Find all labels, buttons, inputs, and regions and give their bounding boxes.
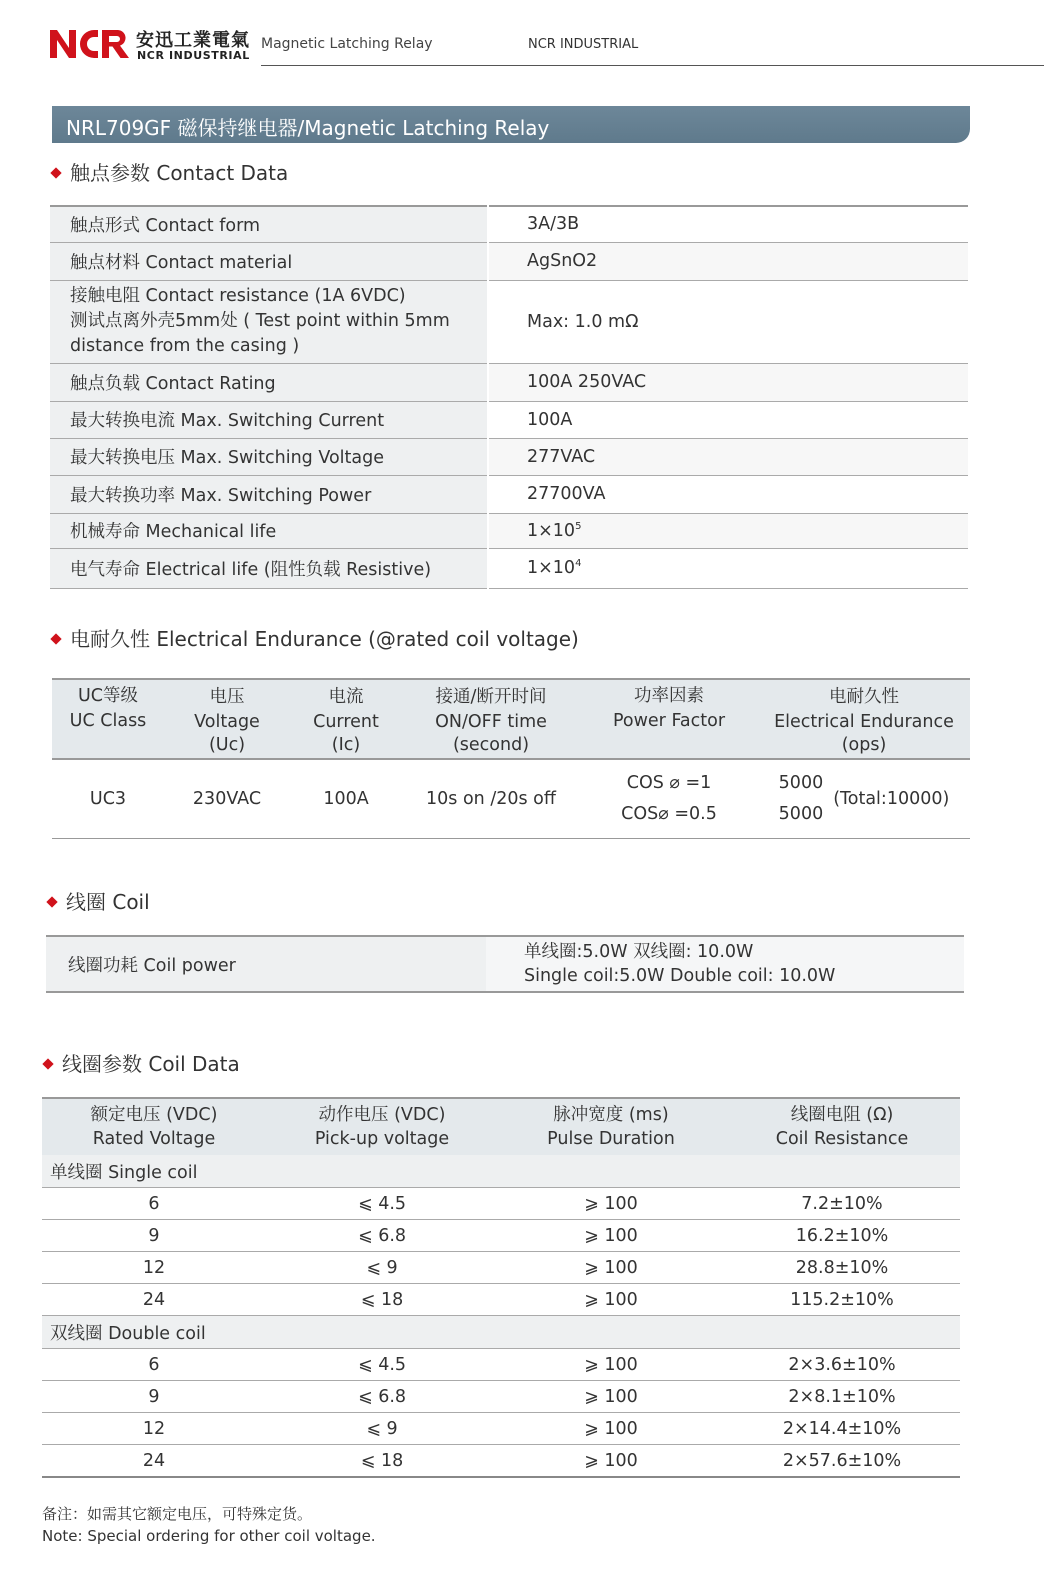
cell-pulse-duration: ⩾ 100	[498, 1413, 724, 1445]
table-row	[42, 1188, 960, 1220]
ops-values	[779, 768, 824, 830]
coil-table	[46, 935, 964, 993]
header-line-en: ON/OFF time	[435, 712, 547, 732]
power-factor-1: COS ⌀ =1	[626, 772, 712, 793]
column-header	[580, 679, 758, 759]
cell-pulse-duration: ⩾ 100	[498, 1188, 724, 1220]
diamond-bullet-icon	[50, 633, 61, 644]
row-key-line: 测试点离外壳5mm处 ( Test point within 5mm	[70, 311, 450, 331]
row-value: 3A/3B	[488, 206, 968, 242]
table-row	[50, 401, 968, 438]
table-row	[50, 475, 968, 513]
cell-pickup-voltage: ⩽ 6.8	[266, 1381, 498, 1413]
row-key: 触点材料 Contact material	[50, 242, 488, 280]
section-electrical-endurance	[50, 623, 579, 652]
cell-endurance	[758, 759, 970, 838]
cell-coil-resistance: 2×14.4±10%	[724, 1413, 960, 1445]
header-line-cn: UC等级	[77, 686, 139, 706]
table-row	[42, 1445, 960, 1478]
table-row	[42, 1349, 960, 1381]
table-header-row	[52, 679, 970, 759]
cell-rated-voltage: 24	[42, 1284, 266, 1316]
header-line-en: Electrical Endurance	[774, 712, 954, 732]
row-key: 线圈功耗 Coil power	[46, 936, 486, 992]
cell-voltage: 230VAC	[164, 759, 290, 838]
contact-data-table	[50, 205, 968, 589]
section-heading: 触点参数 Contact Data	[70, 161, 289, 185]
header-line-en: Voltage	[194, 712, 260, 732]
cell-pulse-duration: ⩾ 100	[498, 1349, 724, 1381]
row-key	[50, 280, 488, 363]
note-english: Note: Special ordering for other coil voltage.	[42, 1527, 376, 1545]
header-line-unit: (Ic)	[331, 735, 361, 755]
cell-coil-resistance: 2×57.6±10%	[724, 1445, 960, 1478]
cell-pickup-voltage: ⩽ 4.5	[266, 1349, 498, 1381]
section-heading: 线圈 Coil	[66, 890, 150, 914]
header-line-unit: (second)	[452, 735, 530, 755]
header-line-en: Power Factor	[612, 711, 726, 731]
row-key-line: 接触电阻 Contact resistance (1A 6VDC)	[70, 286, 406, 306]
row-value	[488, 513, 968, 548]
row-value: AgSnO2	[488, 242, 968, 280]
cell-coil-resistance: 28.8±10%	[724, 1252, 960, 1284]
column-header	[758, 679, 970, 759]
coil-power-cn: 单线圈:5.0W 双线圈: 10.0W	[524, 942, 754, 962]
table-row	[42, 1381, 960, 1413]
group-label: 单线圈 Single coil	[42, 1155, 960, 1188]
cell-pulse-duration: ⩾ 100	[498, 1381, 724, 1413]
diamond-bullet-icon	[46, 896, 57, 907]
value-exponent: 5	[575, 520, 582, 532]
row-value: 100A	[488, 401, 968, 438]
row-key-line: distance from the casing )	[70, 336, 300, 356]
header-line-cn: 脉冲宽度 (ms)	[553, 1105, 669, 1125]
header-line-unit: (Uc)	[208, 735, 246, 755]
row-key: 触点形式 Contact form	[50, 206, 488, 242]
table-row	[42, 1413, 960, 1445]
cell-coil-resistance: 7.2±10%	[724, 1188, 960, 1220]
table-row	[52, 759, 970, 838]
header-line-cn: 额定电压 (VDC)	[90, 1105, 218, 1125]
cell-rated-voltage: 9	[42, 1220, 266, 1252]
header-line-cn: 电压	[209, 687, 245, 707]
cell-pulse-duration: ⩾ 100	[498, 1252, 724, 1284]
cell-pulse-duration: ⩾ 100	[498, 1445, 724, 1478]
table-row	[50, 513, 968, 548]
row-value: 100A 250VAC	[488, 363, 968, 401]
cell-uc-class: UC3	[52, 759, 164, 838]
cell-coil-resistance: 16.2±10%	[724, 1220, 960, 1252]
diamond-bullet-icon	[50, 167, 61, 178]
cell-onoff-time: 10s on /20s off	[402, 759, 580, 838]
column-header	[164, 679, 290, 759]
cell-pulse-duration: ⩾ 100	[498, 1284, 724, 1316]
section-contact-data	[50, 157, 288, 186]
header-line-cn: 线圈电阻 (Ω)	[790, 1105, 894, 1125]
header-company-name: NCR INDUSTRIAL	[528, 37, 639, 52]
diamond-bullet-icon	[42, 1058, 53, 1069]
group-row-double-coil	[42, 1316, 960, 1349]
cell-rated-voltage: 12	[42, 1252, 266, 1284]
section-coil	[46, 886, 150, 915]
header-line-cn: 电流	[328, 687, 364, 707]
row-key: 最大转换功率 Max. Switching Power	[50, 475, 488, 513]
table-header-row	[42, 1098, 960, 1155]
ops-2: 5000	[778, 803, 824, 824]
logo-chinese-text: 安迅工業電氣	[136, 30, 250, 51]
cell-pickup-voltage: ⩽ 4.5	[266, 1188, 498, 1220]
cell-coil-resistance: 2×8.1±10%	[724, 1381, 960, 1413]
electrical-endurance-table	[52, 678, 970, 839]
group-row-single-coil	[42, 1155, 960, 1188]
cell-rated-voltage: 6	[42, 1349, 266, 1381]
logo-english-text: NCR INDUSTRIAL	[137, 49, 250, 62]
power-factor-2: COS⌀ =0.5	[621, 803, 717, 824]
row-key: 最大转换电流 Max. Switching Current	[50, 401, 488, 438]
section-heading: 电耐久性 Electrical Endurance (@rated coil voltage)	[70, 627, 579, 651]
cell-pulse-duration: ⩾ 100	[498, 1220, 724, 1252]
column-header	[402, 679, 580, 759]
column-header	[724, 1098, 960, 1155]
section-heading: 线圈参数 Coil Data	[62, 1052, 240, 1076]
section-coil-data	[42, 1048, 240, 1077]
cell-rated-voltage: 24	[42, 1445, 266, 1478]
page-header	[50, 24, 1044, 68]
header-line-unit	[52, 734, 164, 756]
cell-coil-resistance: 2×3.6±10%	[724, 1349, 960, 1381]
header-line-en: Current	[313, 712, 379, 732]
cell-power-factor	[580, 759, 758, 838]
header-line-cn: 接通/断开时间	[435, 687, 547, 707]
ops-1: 5000	[778, 772, 824, 793]
coil-data-table	[42, 1097, 960, 1478]
product-title: NRL709GF 磁保持继电器/Magnetic Latching Relay	[66, 116, 550, 140]
row-key: 机械寿命 Mechanical life	[50, 513, 488, 548]
row-key: 触点负载 Contact Rating	[50, 363, 488, 401]
ncr-logo	[50, 28, 132, 60]
value-exponent: 4	[575, 558, 582, 570]
product-title-bar	[52, 106, 970, 143]
cell-rated-voltage: 6	[42, 1188, 266, 1220]
table-row	[42, 1220, 960, 1252]
coil-power-en: Single coil:5.0W Double coil: 10.0W	[524, 966, 836, 986]
column-header	[290, 679, 402, 759]
cell-pickup-voltage: ⩽ 18	[266, 1284, 498, 1316]
header-rule	[261, 65, 1044, 66]
column-header	[266, 1098, 498, 1155]
row-value: 277VAC	[488, 438, 968, 475]
row-value	[486, 936, 964, 992]
table-row	[46, 936, 964, 992]
header-line-cn: 功率因素	[634, 686, 704, 706]
table-row	[42, 1284, 960, 1316]
cell-pickup-voltage: ⩽ 9	[266, 1252, 498, 1284]
header-line-en: UC Class	[69, 711, 147, 731]
header-line-en: Rated Voltage	[92, 1129, 216, 1149]
header-line-cn: 电耐久性	[829, 687, 899, 707]
header-product-name: Magnetic Latching Relay	[261, 36, 433, 52]
table-row	[50, 438, 968, 475]
table-row	[42, 1252, 960, 1284]
value-base: 1×10	[527, 558, 576, 578]
ops-total: (Total:10000)	[833, 788, 950, 809]
header-line-en: Coil Resistance	[775, 1129, 909, 1149]
column-header	[42, 1098, 266, 1155]
table-row	[50, 280, 968, 363]
cell-rated-voltage: 9	[42, 1381, 266, 1413]
row-value: Max: 1.0 mΩ	[488, 280, 968, 363]
table-row	[50, 242, 968, 280]
row-key: 电气寿命 Electrical life (阻性负载 Resistive)	[50, 548, 488, 588]
header-line-unit	[580, 734, 758, 756]
header-line-en: Pick-up voltage	[314, 1129, 450, 1149]
row-value	[488, 548, 968, 588]
group-label: 双线圈 Double coil	[42, 1316, 960, 1349]
column-header	[52, 679, 164, 759]
cell-rated-voltage: 12	[42, 1413, 266, 1445]
column-header	[498, 1098, 724, 1155]
cell-pickup-voltage: ⩽ 18	[266, 1445, 498, 1478]
value-base: 1×10	[527, 520, 576, 541]
row-key: 最大转换电压 Max. Switching Voltage	[50, 438, 488, 475]
row-value: 27700VA	[488, 475, 968, 513]
cell-pickup-voltage: ⩽ 9	[266, 1413, 498, 1445]
note-chinese: 备注：如需其它额定电压，可特殊定货。	[42, 1505, 313, 1523]
header-line-en: Pulse Duration	[547, 1129, 675, 1149]
table-row	[50, 206, 968, 242]
table-row	[50, 548, 968, 588]
header-line-cn: 动作电压 (VDC)	[318, 1105, 446, 1125]
cell-current: 100A	[290, 759, 402, 838]
table-row	[50, 363, 968, 401]
cell-pickup-voltage: ⩽ 6.8	[266, 1220, 498, 1252]
cell-coil-resistance: 115.2±10%	[724, 1284, 960, 1316]
header-line-unit: (ops)	[841, 735, 887, 755]
